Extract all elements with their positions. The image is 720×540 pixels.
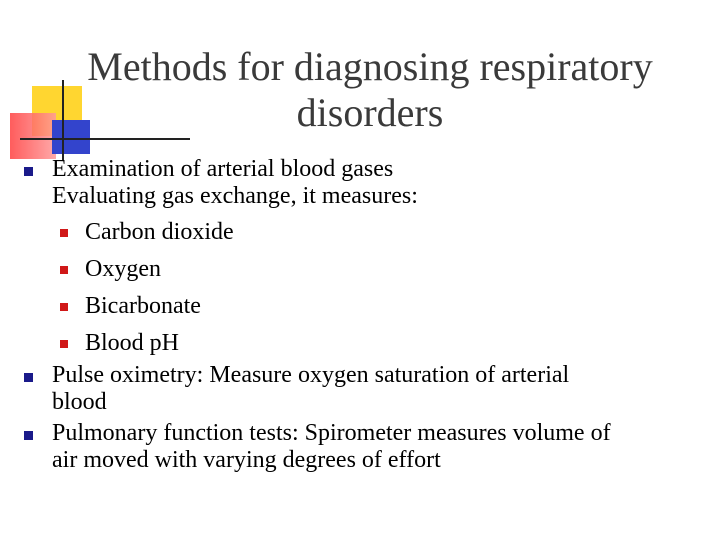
sub-bullet-text: Bicarbonate (85, 293, 201, 319)
sub-bullet-text: Oxygen (85, 256, 161, 282)
bullet-pulse-oximetry (0, 362, 712, 416)
square-bullet-icon (60, 340, 68, 348)
bullet-text: Pulmonary function tests: Spirometer measures volume of (52, 420, 611, 446)
bullet-text: blood (52, 389, 107, 415)
square-bullet-icon (60, 266, 68, 274)
slide-title-line-1: Methods for diagnosing respiratory (87, 44, 653, 89)
bullet-pulmonary-function-tests (0, 420, 712, 474)
slide-title (40, 44, 700, 136)
sub-bullet-blood-ph (0, 325, 720, 362)
bullet-text: air moved with varying degrees of effort (52, 447, 441, 473)
slide-title-line-2: disorders (296, 90, 444, 135)
square-bullet-icon (24, 373, 33, 382)
bullet-list (0, 156, 720, 478)
bullet-text: Evaluating gas exchange, it measures: (52, 183, 418, 209)
bullet-text: Pulse oximetry: Measure oxygen saturation of arterial (52, 362, 570, 388)
square-bullet-icon (24, 431, 33, 440)
sub-bullet-oxygen (0, 251, 720, 288)
sub-bullet-carbon-dioxide (0, 214, 720, 251)
sub-bullet-text: Blood pH (85, 330, 180, 356)
bullet-arterial-blood-gases (0, 156, 712, 210)
decorative-horizontal-line (20, 138, 190, 140)
sub-bullet-bicarbonate (0, 288, 720, 325)
square-bullet-icon (60, 303, 68, 311)
square-bullet-icon (60, 229, 68, 237)
bullet-text: Examination of arterial blood gases (52, 156, 394, 182)
square-bullet-icon (24, 167, 33, 176)
sub-bullet-text: Carbon dioxide (85, 219, 234, 245)
